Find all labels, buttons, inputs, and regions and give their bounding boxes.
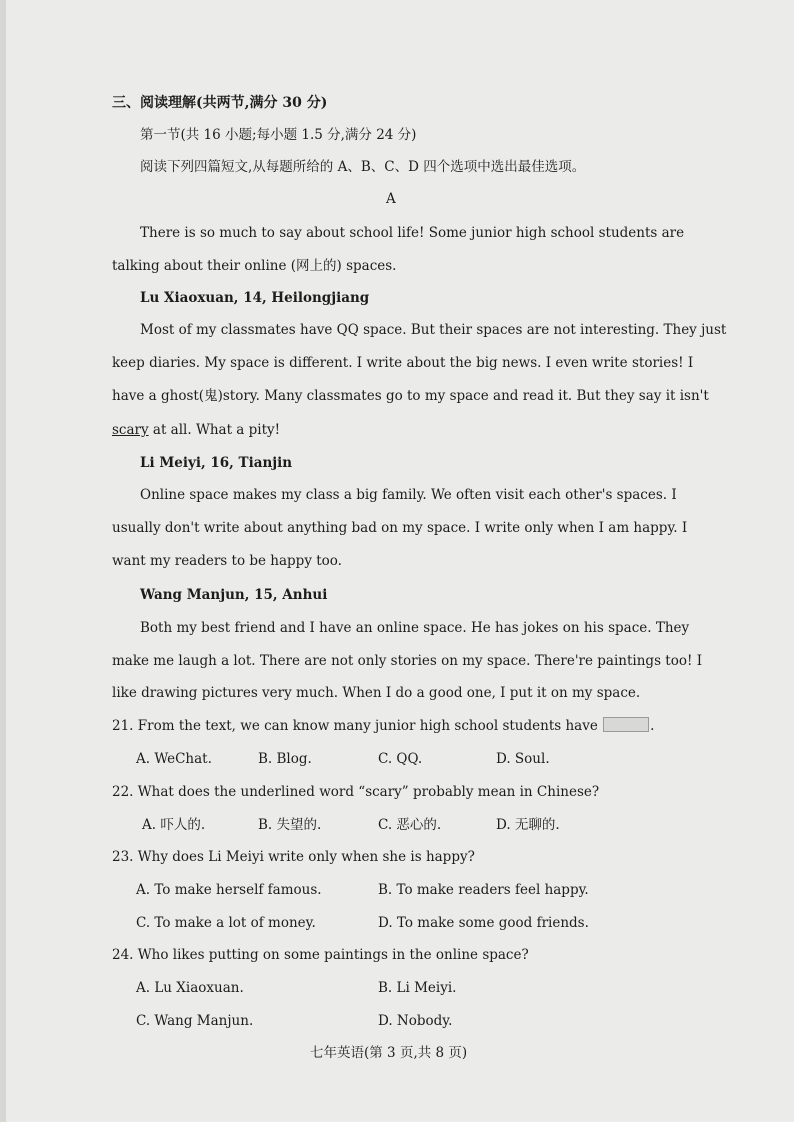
question-23-stem: Why does Li Meiyi write only when she is happy? [137, 849, 475, 865]
intro-line-1: There is so much to say about school life! Some junior high school students are [140, 225, 685, 241]
q22-option-b: B. 失望的. [258, 817, 322, 833]
q24-option-b: B. Li Meiyi. [378, 980, 457, 996]
page-footer: 七年英语(第 3 页,共 8 页) [310, 1045, 468, 1061]
entry-li-line-1: Online space makes my class a big family. We often visit each other's spaces. I [140, 487, 677, 503]
q24-option-a: A. Lu Xiaoxuan. [136, 980, 244, 996]
entry-lu-line-2: keep diaries. My space is different. I write about the big news. I even write stories! I [112, 355, 694, 371]
question-21 [112, 717, 654, 735]
q23-option-d: D. To make some good friends. [378, 915, 589, 931]
question-21-stem: From the text, we can know many junior high school students have [137, 718, 598, 734]
entry-lu-line-3: have a ghost(鬼)story. Many classmates go to my space and read it. But they say it isn't [112, 388, 709, 404]
entry-wang-line-1: Both my best friend and I have an online space. He has jokes on his space. They [140, 620, 690, 636]
question-21-stem-end: . [650, 718, 655, 734]
intro-line-2: talking about their online (网上的) spaces. [112, 258, 397, 274]
q21-option-a: A. WeChat. [136, 751, 212, 767]
entry-wang-line-3: like drawing pictures very much. When I do a good one, I put it on my space. [112, 685, 641, 701]
passage-label: A [386, 191, 396, 207]
q23-option-c: C. To make a lot of money. [136, 915, 316, 931]
entry-li-line-3: want my readers to be happy too. [112, 553, 342, 569]
q23-option-b: B. To make readers feel happy. [378, 882, 589, 898]
entry-name-lu: Lu Xiaoxuan, 14, Heilongjiang [140, 290, 370, 306]
scan-edge-left [0, 0, 6, 1122]
instructions: 阅读下列四篇短文,从每题所给的 A、B、C、D 四个选项中选出最佳选项。 [140, 159, 586, 175]
question-24 [112, 946, 529, 964]
part-heading: 第一节(共 16 小题;每小题 1.5 分,满分 24 分) [140, 127, 417, 143]
q24-option-d: D. Nobody. [378, 1013, 453, 1029]
question-24-number: 24. [112, 947, 134, 963]
underlined-word-scary: scary [112, 422, 149, 438]
question-22-number: 22. [112, 784, 134, 800]
q24-option-c: C. Wang Manjun. [136, 1013, 254, 1029]
entry-wang-line-2: make me laugh a lot. There are not only stories on my space. There're paintings too! I [112, 653, 703, 669]
entry-lu-line-1: Most of my classmates have QQ space. But their spaces are not interesting. They just [140, 322, 727, 338]
q22-option-c: C. 恶心的. [378, 817, 442, 833]
q21-option-c: C. QQ. [378, 751, 423, 767]
question-21-number: 21. [112, 718, 134, 734]
question-22-stem: What does the underlined word “scary” probably mean in Chinese? [137, 784, 600, 800]
q21-option-b: B. Blog. [258, 751, 312, 767]
entry-name-li: Li Meiyi, 16, Tianjin [140, 455, 293, 471]
answer-blank [603, 717, 649, 732]
q22-option-a: A. 吓人的. [142, 817, 206, 833]
question-23-number: 23. [112, 849, 134, 865]
q22-option-d: D. 无聊的. [496, 817, 560, 833]
entry-name-wang: Wang Manjun, 15, Anhui [140, 587, 328, 603]
entry-lu-line-4 [112, 421, 280, 439]
entry-li-line-2: usually don't write about anything bad on my space. I write only when I am happy. I [112, 520, 688, 536]
q21-option-d: D. Soul. [496, 751, 550, 767]
question-23 [112, 848, 475, 866]
question-22 [112, 783, 599, 801]
entry-lu-line-4-rest: at all. What a pity! [148, 422, 281, 438]
question-24-stem: Who likes putting on some paintings in the online space? [137, 947, 529, 963]
section-heading: 三、阅读理解(共两节,满分 30 分) [112, 95, 328, 111]
q23-option-a: A. To make herself famous. [136, 882, 322, 898]
